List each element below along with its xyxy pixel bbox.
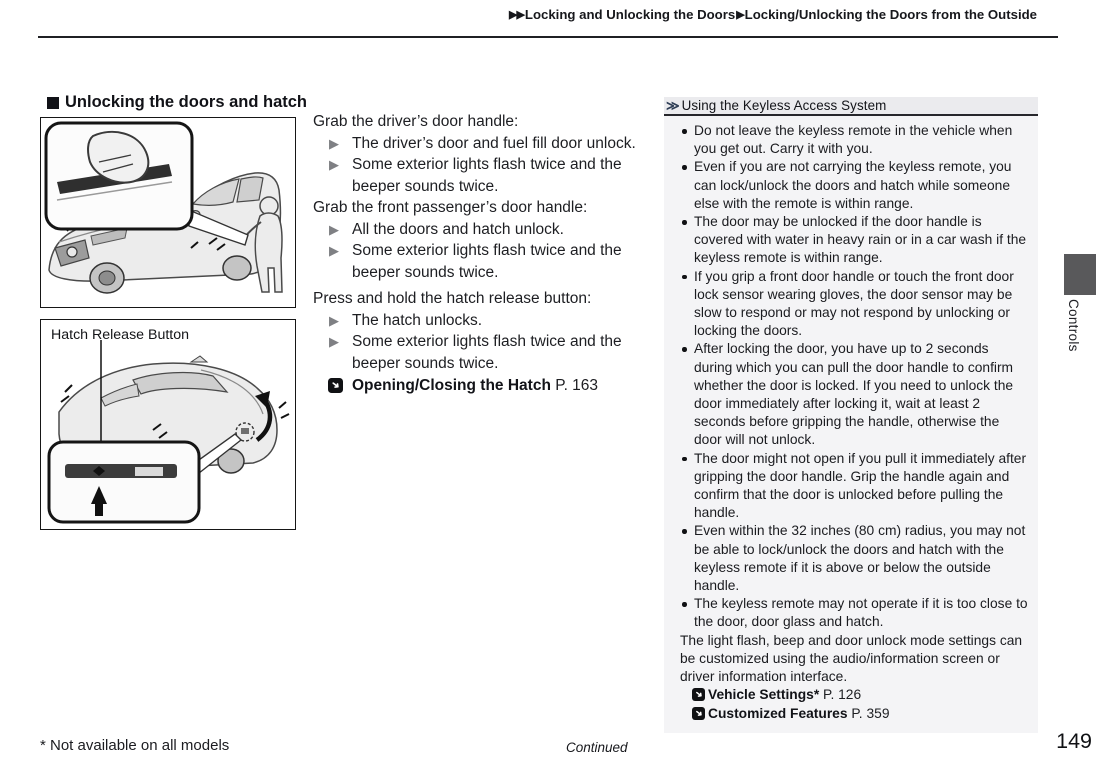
triangle-bullet-icon: ▶ [329, 221, 339, 237]
triangle-bullet-icon: ▶ [329, 243, 339, 258]
sidebar-bullet: Do not leave the keyless remote in the vehicle when you get out. Carry it with you. [680, 122, 1028, 158]
reference-arrow-icon [692, 688, 705, 701]
triangle-bullet-icon: ▶ [329, 312, 339, 328]
triangle-bullet-icon: ▶ [329, 135, 339, 151]
breadcrumb-arrow-icon: ▶ [736, 9, 744, 21]
instruction-result [313, 219, 665, 241]
sidebar-bullet: The door may be unlocked if the door handle is covered with water in heavy rain or in a car wash if the keyless remote is within range. [680, 213, 1028, 268]
sidebar-footer-text: The light flash, beep and door unlock mode settings can be customized using the audio/information screen or driver information interface. [680, 632, 1023, 685]
footnote: * Not available on all models [40, 737, 230, 754]
instruction-lead: Grab the front passenger’s door handle: [313, 199, 588, 216]
reference-label: Vehicle Settings* [708, 687, 820, 703]
page-number: 149 [1056, 729, 1092, 753]
sidebar-bullet: If you grip a front door handle or touch the front door lock sensor wearing gloves, the door sensor may be slow to respond or may not respond by unlocking or locking the doors. [680, 268, 1028, 341]
result-text: Some exterior lights flash twice and the beeper sounds twice. [352, 333, 622, 372]
sidebar-bullet: The keyless remote may not operate if it is too close to the door, door glass and hatch. [680, 595, 1028, 631]
instruction-group [313, 197, 665, 283]
reference-arrow-glyph: ➜ [692, 706, 705, 720]
instruction-lead: Press and hold the hatch release button: [313, 290, 592, 307]
breadcrumb-page: Locking/Unlocking the Doors from the Outside [744, 7, 1037, 22]
cross-reference-link[interactable] [313, 375, 665, 397]
triangle-bullet-icon: ▶ [329, 334, 339, 349]
instruction-group [313, 111, 665, 197]
reference-label: Opening/Closing the Hatch [352, 377, 551, 394]
sidebar-title: Using the Keyless Access System [681, 98, 887, 113]
sidebar-bullet: Even if you are not carrying the keyless remote, you can lock/unlock the doors and hatch while someone else with the remote is within range. [680, 158, 1028, 213]
instruction-group [313, 288, 665, 397]
reference-arrow-icon [328, 378, 343, 393]
reference-label: Customized Features [708, 705, 848, 721]
section-heading [47, 93, 307, 112]
breadcrumb [508, 7, 1037, 22]
continued-marker: Continued [566, 740, 628, 755]
reference-arrow-icon [692, 707, 705, 720]
figure-hatch-release [40, 319, 296, 530]
result-text: Some exterior lights flash twice and the beeper sounds twice. [352, 242, 622, 281]
instruction-result [313, 331, 665, 374]
instruction-lead: Grab the driver’s door handle: [313, 113, 519, 130]
result-text: Some exterior lights flash twice and the beeper sounds twice. [352, 156, 622, 195]
chapter-tab-marker[interactable] [1064, 254, 1096, 295]
reference-page: P. 163 [550, 377, 599, 394]
reference-page: P. 126 [819, 687, 862, 703]
cross-reference-link[interactable] [680, 686, 1028, 705]
double-chevron-icon: ≫ [666, 98, 680, 113]
result-text: The driver’s door and fuel fill door unlock. [352, 134, 636, 152]
reference-arrow-glyph: ➜ [692, 688, 705, 701]
figure-label: Hatch Release Button [51, 327, 190, 343]
cross-reference-link[interactable] [680, 705, 1028, 724]
sidebar-header [664, 97, 1038, 116]
sidebar-keyless-info [664, 97, 1038, 733]
sidebar-bullet: After locking the door, you have up to 2 seconds during which you can pull the door handle to confirm whether the door is locked. If you need to unlock the door immediately after locking it, wait at least 2 seconds before gripping the handle, otherwise the door will not unlock. [680, 340, 1028, 449]
front-car-illustration [41, 118, 294, 306]
section-title: Unlocking the doors and hatch [65, 93, 308, 111]
triangle-bullet-icon: ▶ [329, 157, 339, 172]
chapter-tab-label[interactable]: Controls [1066, 299, 1081, 352]
sidebar-body [664, 116, 1038, 723]
instruction-result [313, 310, 665, 332]
header-rule [38, 36, 1058, 38]
rear-car-illustration [41, 320, 294, 528]
result-text: All the doors and hatch unlock. [352, 220, 564, 238]
result-text: The hatch unlocks. [352, 311, 483, 329]
instructions-column [313, 111, 665, 397]
figure-door-handle [40, 117, 296, 308]
instruction-result [313, 154, 665, 197]
section-square-icon [47, 97, 59, 109]
sidebar-bullet: The door might not open if you pull it immediately after gripping the door handle. Grip the handle again and confirm that the door is unlocked before pulling the handle. [680, 450, 1028, 523]
breadcrumb-section: Locking and Unlocking the Doors [524, 7, 736, 22]
instruction-result [313, 133, 665, 155]
reference-arrow-glyph: ➜ [328, 378, 343, 393]
breadcrumb-double-arrow-icon: ▶▶ [508, 9, 524, 21]
sidebar-bullet-list [680, 122, 1028, 632]
instruction-result [313, 240, 665, 283]
sidebar-bullet: Even within the 32 inches (80 cm) radius, you may not be able to lock/unlock the doors and hatch with the keyless remote if it is above or below the outside handle. [680, 522, 1028, 595]
reference-page: P. 359 [847, 705, 890, 721]
sidebar-reference-list [680, 686, 1028, 723]
